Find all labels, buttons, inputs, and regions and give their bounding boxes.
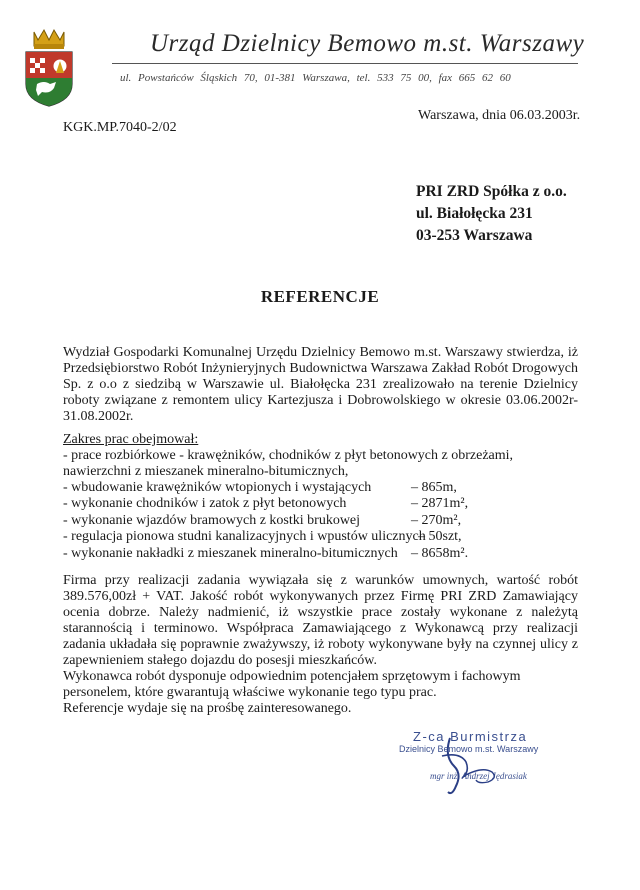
- recipient-block: [416, 181, 567, 247]
- stamp-name: mgr inż. Andrzej Jędrasiak: [430, 771, 527, 781]
- stamp-office: Dzielnicy Bemowo m.st. Warszawy: [399, 744, 539, 754]
- paragraph-capacity: Wykonawca robót dysponuje odpowiednim potencjałem sprzętowym i fachowym personelem, które gwarantują właściwe wykonanie tego typu prac.: [63, 669, 521, 700]
- scope-heading: Zakres prac obejmował:: [63, 432, 199, 447]
- scope-item-value: – 50szt,: [418, 529, 462, 545]
- handwritten-signature: [392, 726, 572, 798]
- scope-item: [63, 529, 578, 545]
- recipient-street: ul. Białołęcka 231: [416, 205, 533, 222]
- scope-item: [63, 546, 578, 562]
- scope-item-text: - wykonanie wjazdów bramowych z kostki brukowej: [63, 512, 361, 528]
- office-name: Urząd Dzielnicy Bemowo m.st. Warszawy: [150, 30, 585, 57]
- scope-item: [63, 513, 578, 529]
- stamp-title: Z-ca Burmistrza: [413, 729, 528, 744]
- scope-intro: - prace rozbiórkowe - krawężników, chodników z płyt betonowych z obrzeżami, nawierzchni z mieszanek mineralno-bitumicznych,: [63, 448, 514, 479]
- scope-item: [63, 496, 578, 512]
- scope-item-value: – 2871m²,: [411, 496, 469, 512]
- scope-item-text: - wykonanie chodników i zatok z płyt betonowych: [63, 496, 347, 512]
- scope-item-text: - wbudowanie krawężników wtopionych i wystających: [63, 480, 372, 495]
- paragraph-evaluation: Firma przy realizacji zadania wywiązała się z warunków umownych, wartość robót 389.576,00zł + VAT. Jakość robót wykonywanych przez Firmę PRI ZRD Zamawiający ocenia dobrze. Należy nadmienić, iż wszystkie prace zostały wykonane z należytą starannością i terminowo. Współpraca Zamawiającego z Wykonawcą przy realizacji zadania układała się poprawnie zważywszy, iż roboty wykonywane były na czynnej ulicy z zapewnieniem stałego dojazdu do posesji mieszkańców.: [63, 573, 578, 668]
- scope-item-text: - wykonanie nakładki z mieszanek mineralno-bitumicznych: [63, 545, 398, 561]
- scope-item-value: – 8658m².: [411, 545, 469, 561]
- district-coat-of-arms: [20, 26, 78, 108]
- paragraph-intro: Wydział Gospodarki Komunalnej Urzędu Dzielnicy Bemowo m.st. Warszawy stwierdza, iż Przedsiębiorstwo Robót Inżynieryjnych Budownictwa Warszawa Zakład Robót Drogowych Sp. z o.o z siedzibą w Warszawie ul. Białołęcka 231 zrealizowało na terenie Dzielnicy roboty związane z remontem ulicy Kartezjusza i Dobrowolskiego w okresie 03.06.2002r-31.08.2002r.: [63, 345, 578, 424]
- paragraph-closing: Referencje wydaje się na prośbę zainteresowanego.: [63, 701, 352, 716]
- header-divider: [112, 63, 578, 64]
- reference-number: KGK.MP.7040-2/02: [63, 120, 177, 135]
- recipient-name: PRI ZRD Spółka z o.o.: [416, 183, 567, 200]
- letter-date: Warszawa, dnia 06.03.2003r.: [418, 108, 581, 123]
- recipient-city: 03-253 Warszawa: [416, 227, 533, 244]
- scope-item-value: – 865m,: [411, 480, 457, 495]
- scope-list: [63, 480, 578, 562]
- scope-item-text: - regulacja pionowa studni kanalizacyjnych i wpustów ulicznych: [63, 529, 426, 545]
- scope-item-value: – 270m²,: [411, 512, 462, 528]
- scope-item: [63, 480, 578, 496]
- office-address: ul. Powstańców Śląskich 70, 01-381 Warszawa, tel. 533 75 00, fax 665 62 60: [120, 72, 511, 84]
- letter-title: REFERENCJE: [260, 287, 380, 306]
